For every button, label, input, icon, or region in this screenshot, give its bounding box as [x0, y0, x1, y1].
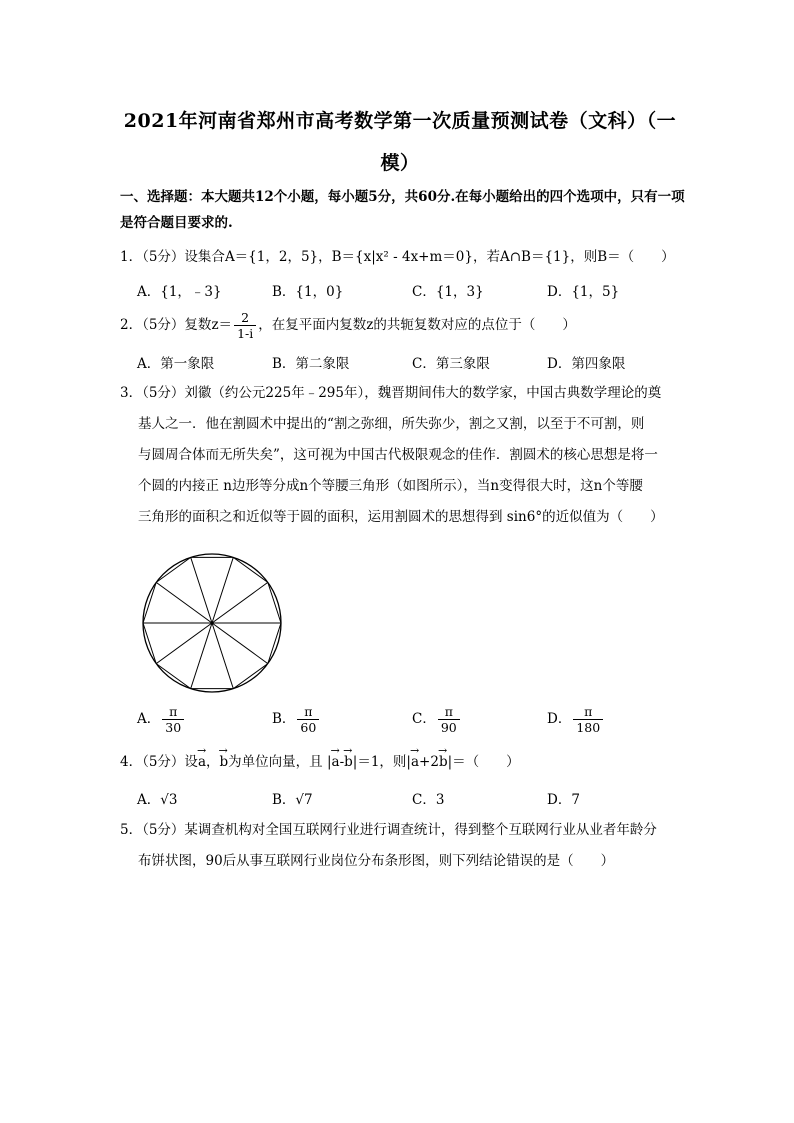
- q4-minus: -: [339, 754, 345, 770]
- radius-line: [191, 623, 212, 689]
- radius-line: [212, 557, 233, 623]
- q4-options: [137, 788, 697, 812]
- q3-line-5: 三角形的面积之和近似等于圆的面积，运用割圆术的思想得到 sin6°的近似值为（ ）: [138, 509, 664, 525]
- inscribed-polygon-figure: [136, 551, 288, 695]
- q4-vector-b: → b: [220, 748, 229, 776]
- q1-option-c[interactable]: C．{1，3}: [412, 284, 484, 300]
- radius-line: [212, 623, 268, 664]
- radius-line: [156, 623, 212, 664]
- q3-option-a-fraction: [162, 704, 184, 735]
- q2-options: [137, 352, 697, 376]
- q5-line-1: 5．（5分）某调查机构对全国互联网行业进行调查统计，得到整个互联网行业从业者年龄分: [120, 822, 657, 838]
- q3-options: [137, 704, 697, 740]
- q1-set-b: B＝{x|x² - 4x+m＝0}，若: [331, 249, 500, 265]
- question-5: [120, 815, 682, 877]
- q3-line-4: 个圆的内接正 n边形等分成n个等腰三角形（如图所示），当n变得很大时，这n个等腰: [138, 478, 643, 494]
- q1-option-d[interactable]: D．{1，5}: [547, 284, 620, 300]
- q2-prefix: 2．（5分）复数: [120, 317, 212, 333]
- q4-tail: |＝（ ）: [447, 754, 520, 770]
- q3-option-b-num: π: [297, 704, 319, 720]
- q2-fraction: [234, 310, 256, 341]
- question-2: [120, 310, 690, 341]
- q3-option-c-fraction: [438, 704, 460, 735]
- q3-option-d-label: D．: [547, 711, 572, 727]
- q3-option-c-num: π: [438, 704, 460, 720]
- q2-option-d[interactable]: D．第四象限: [547, 356, 626, 372]
- q2-numerator: 2: [234, 310, 256, 326]
- q3-option-c-label: C．: [412, 711, 436, 727]
- q1-option-b[interactable]: B．{1，0}: [272, 284, 344, 300]
- q3-option-d-den: 180: [576, 720, 601, 735]
- q3-option-d-fraction: [573, 704, 603, 735]
- q3-option-b-fraction: [297, 704, 319, 735]
- q3-option-b-label: B．: [272, 711, 296, 727]
- question-4: [120, 748, 690, 776]
- q1-tail: B＝（ ）: [597, 249, 675, 265]
- q3-option-c[interactable]: [412, 704, 462, 735]
- q4-option-b[interactable]: B．√7: [272, 792, 313, 808]
- q4-vector-b-3: → b: [439, 748, 448, 776]
- q2-option-b[interactable]: B．第二象限: [272, 356, 350, 372]
- q3-option-a[interactable]: [137, 704, 186, 735]
- q2-z: z＝: [211, 317, 233, 333]
- q4-option-d[interactable]: D．7: [547, 792, 580, 808]
- q4-option-a[interactable]: A．√3: [137, 792, 178, 808]
- q3-line-3: 与圆周合体而无所失矣”，这可视为中国古代极限观念的佳作．割圆术的核心思想是将一: [138, 447, 658, 463]
- q3-option-b[interactable]: [272, 704, 321, 735]
- q1-condition: A∩B＝{1}，则: [499, 249, 598, 265]
- q3-option-c-den: 90: [440, 720, 457, 735]
- q4-plus: +2: [419, 754, 439, 770]
- q1-prefix: 1．（5分）设集合: [120, 249, 225, 265]
- section-heading: 一、选择题：本大题共12个小题，每小题5分，共60分.在每小题给出的四个选项中，只有一项是符合题目要求的.: [120, 189, 685, 231]
- q4-eq1: |＝1，则|: [352, 754, 411, 770]
- radius-line: [191, 557, 212, 623]
- q3-line-2: 基人之一．他在割圆术中提出的“割之弥细，所失弥少，割之又割，以至于不可割，则: [138, 416, 645, 432]
- q4-prefix: 4．（5分）设: [120, 754, 198, 770]
- q1-option-a[interactable]: A．{1，﹣3}: [137, 284, 222, 300]
- q1-set-a: A＝{1，2，5}，: [224, 249, 332, 265]
- exam-title: 2021年河南省郑州市高考数学第一次质量预测试卷（文科）（一模）: [123, 110, 677, 174]
- question-3: [120, 378, 682, 533]
- q4-vector-b-2: → b: [344, 748, 353, 776]
- q3-option-a-den: 30: [165, 720, 182, 735]
- q2-tail: ，在复平面内复数z的共轭复数对应的点位于（ ）: [258, 317, 576, 333]
- q4-vector-a: → a: [198, 748, 206, 776]
- q2-denominator: 1-i: [237, 326, 254, 341]
- q3-option-a-num: π: [162, 704, 184, 720]
- radius-line: [156, 582, 212, 623]
- radius-line: [212, 582, 268, 623]
- q3-option-b-den: 60: [300, 720, 317, 735]
- q4-sep: ，: [206, 754, 220, 770]
- polygon-figure-group: [143, 554, 281, 692]
- q5-line-2: 布饼状图，90后从事互联网行业岗位分布条形图，则下列结论错误的是（ ）: [138, 853, 615, 869]
- q2-option-a[interactable]: A．第一象限: [137, 356, 215, 372]
- q3-option-d-num: π: [573, 704, 603, 720]
- q3-line-1: 3．（5分）刘徽（约公元225年﹣295年），魏晋期间伟大的数学家，中国古典数学理论的奠: [120, 385, 662, 401]
- q4-option-c[interactable]: C．3: [412, 792, 445, 808]
- question-1: [120, 243, 690, 271]
- q3-option-a-label: A．: [137, 711, 161, 727]
- q1-options: [137, 280, 697, 304]
- q2-option-c[interactable]: C．第三象限: [412, 356, 490, 372]
- q4-vector-a-3: → a: [411, 748, 419, 776]
- q4-mid: 为单位向量，且 |: [228, 754, 332, 770]
- radius-line: [212, 623, 233, 689]
- q3-option-d[interactable]: [547, 704, 605, 735]
- q4-vector-a-2: → a: [332, 748, 340, 776]
